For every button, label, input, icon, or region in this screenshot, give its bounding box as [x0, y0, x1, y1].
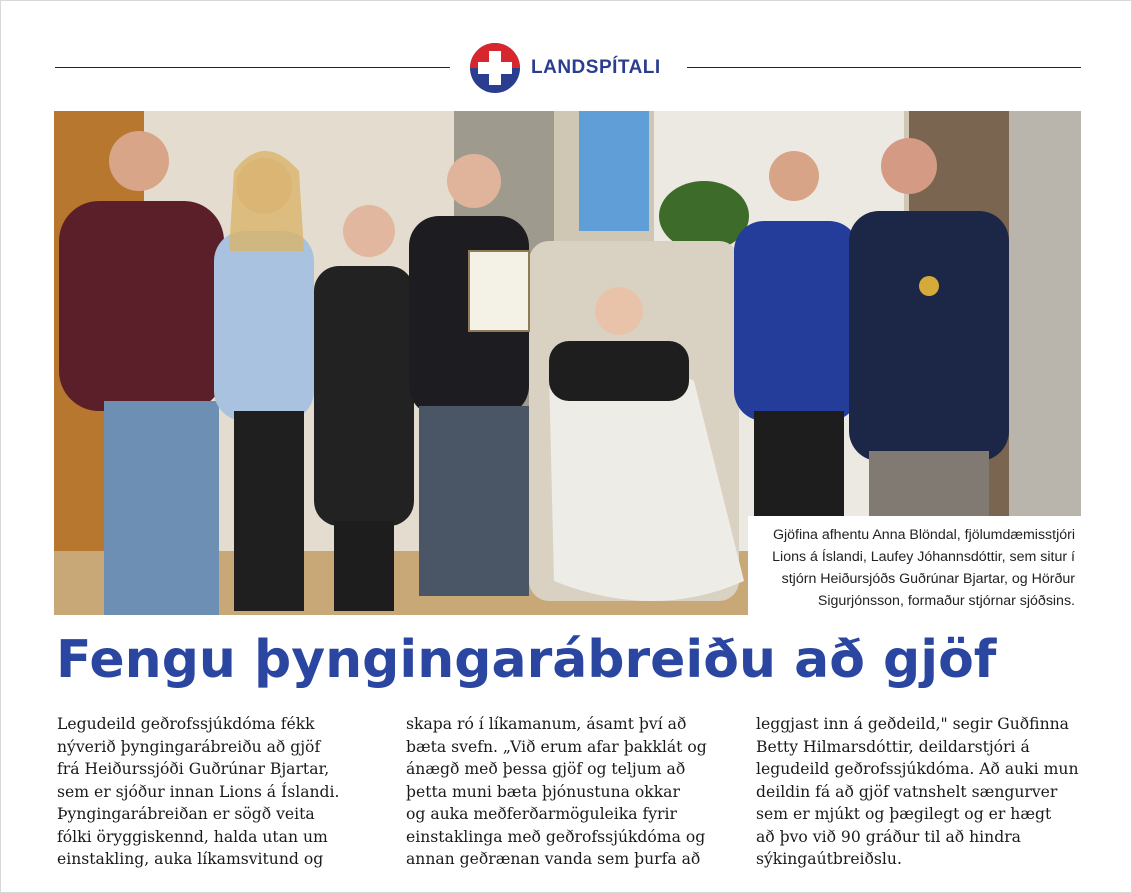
body-line: sem er sjóður innan Lions á Íslandi.: [57, 782, 340, 801]
body-line: Betty Hilmarsdóttir, deildarstjóri á: [756, 737, 1030, 756]
brand-name: LANDSPÍTALI: [531, 57, 661, 78]
article-headline: Fengu þyngingarábreiðu að gjöf: [56, 630, 997, 690]
body-line: nýverið þyngingarábreiðu að gjöf: [57, 737, 321, 756]
body-line: að þvo við 90 gráður til að hindra: [756, 827, 1021, 846]
body-line: einstakling, auka líkamsvitund og: [57, 850, 324, 868]
article-column-1: [57, 713, 377, 871]
body-line: ánægð með þessa gjöf og teljum að: [406, 760, 686, 778]
body-line: einstaklinga með geðrofssjúkdóma og: [406, 827, 706, 846]
body-line: deildin fá að gjöf vatnshelt sængurver: [756, 782, 1058, 801]
body-line: leggjast inn á geðdeild," segir Guðfinna: [756, 715, 1069, 733]
body-line: fólki öryggiskennd, halda utan um: [57, 827, 328, 846]
body-line: sem er mjúkt og þægilegt og er hægt: [756, 805, 1052, 823]
photo-caption: [748, 516, 1081, 615]
body-line: frá Heiðurssjóði Guðrúnar Bjartar,: [57, 760, 330, 778]
body-line: þetta muni bæta þjónustuna okkar: [406, 782, 680, 801]
header-rule-left: [55, 67, 450, 68]
body-line: legudeild geðrofssjúkdóma. Að auki mun: [756, 760, 1079, 778]
caption-line: stjórn Heiðursjóðs Guðrúnar Bjartar, og Hörður: [781, 571, 1075, 587]
body-line: og auka meðferðarmöguleika fyrir: [406, 805, 677, 823]
article-column-2: [406, 713, 726, 871]
body-line: sýkingaútbreiðslu.: [756, 850, 902, 868]
landspitali-logo: [469, 42, 679, 94]
header-rule-right: [687, 67, 1081, 68]
caption-line: Sigurjónsson, formaður stjórnar sjóðsins.: [817, 593, 1075, 609]
body-line: skapa ró í líkamanum, ásamt því að: [406, 715, 687, 733]
body-line: annan geðrænan vanda sem þurfa að: [406, 850, 701, 868]
body-line: Legudeild geðrofssjúkdóma fékk: [57, 715, 315, 733]
body-line: bæta svefn. „Við erum afar þakklát og: [406, 737, 707, 756]
body-line: Þyngingarábreiðan er sögð veita: [57, 805, 315, 823]
caption-line: Gjöfina afhentu Anna Blöndal, fjölumdæmisstjóri: [772, 527, 1075, 543]
cross-logo-icon: [469, 42, 521, 94]
caption-line: Lions á Íslandi, Laufey Jóhannsdóttir, sem situr í: [772, 549, 1075, 565]
article-column-3: [756, 713, 1079, 871]
